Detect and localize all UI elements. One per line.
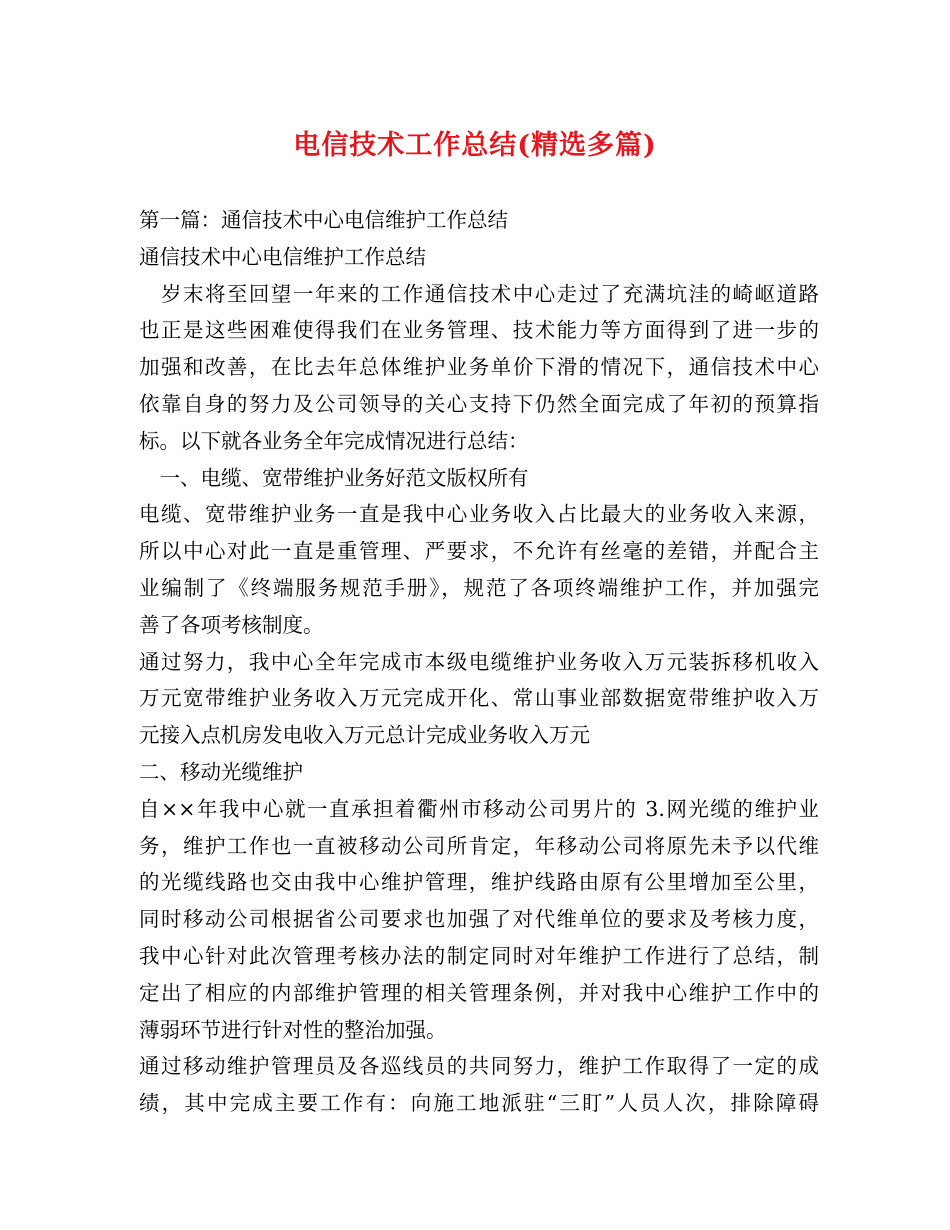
body-line: 通信技术中心电信维护工作总结 xyxy=(139,244,426,269)
body-line: 岁末将至回望一年来的工作通信技术中心走过了充满坑洼的崎岖道路 xyxy=(139,281,819,306)
body-line: 依靠自身的努力及公司领导的关心支持下仍然全面完成了年初的预算指 xyxy=(139,391,819,416)
body-line: 也正是这些困难使得我们在业务管理、技术能力等方面得到了进一步的 xyxy=(139,318,819,343)
body-line: 二、移动光缆维护 xyxy=(139,759,303,784)
body-line: 薄弱环节进行针对性的整治加强。 xyxy=(139,1017,447,1042)
document-body xyxy=(139,202,819,1122)
body-line: 务，维护工作也一直被移动公司所肯定，年移动公司将原先未予以代维 xyxy=(139,833,819,858)
body-line: 业编制了《终端服务规范手册》，规范了各项终端维护工作，并加强完 xyxy=(139,575,819,600)
body-line: 万元宽带维护业务收入万元完成开化、常山事业部数据宽带维护收入万 xyxy=(139,686,819,711)
body-line: 元接入点机房发电收入万元总计完成业务收入万元 xyxy=(139,723,590,748)
body-line: 第一篇：通信技术中心电信维护工作总结 xyxy=(139,208,508,232)
body-line: 我中心针对此次管理考核办法的制定同时对年维护工作进行了总结，制 xyxy=(139,943,819,968)
body-line: 加强和改善，在比去年总体维护业务单价下滑的情况下，通信技术中心 xyxy=(139,355,819,380)
body-line: 所以中心对此一直是重管理、严要求，不允许有丝毫的差错，并配合主 xyxy=(139,539,819,564)
body-line: 标。以下就各业务全年完成情况进行总结： xyxy=(139,428,529,453)
body-line: 一、电缆、宽带维护业务好范文版权所有 xyxy=(139,465,529,490)
body-line: 绩，其中完成主要工作有：向施工地派驻“三盯”人员人次，排除障碍 xyxy=(139,1091,819,1116)
body-line: 通过移动维护管理员及各巡线员的共同努力，维护工作取得了一定的成 xyxy=(139,1054,819,1079)
body-line: 自××年我中心就一直承担着衢州市移动公司男片的 3.网光缆的维护业 xyxy=(139,796,819,821)
document-title: 电信技术工作总结(精选多篇) xyxy=(293,130,657,161)
body-line: 通过努力，我中心全年完成市本级电缆维护业务收入万元装拆移机收入 xyxy=(139,649,819,674)
body-line: 定出了相应的内部维护管理的相关管理条例，并对我中心维护工作中的 xyxy=(139,980,819,1005)
body-line: 的光缆线路也交由我中心维护管理，维护线路由原有公里增加至公里， xyxy=(139,870,819,895)
body-line: 电缆、宽带维护业务一直是我中心业务收入占比最大的业务收入来源， xyxy=(139,502,819,527)
body-line: 同时移动公司根据省公司要求也加强了对代维单位的要求及考核力度， xyxy=(139,907,819,932)
body-line: 善了各项考核制度。 xyxy=(139,612,324,637)
